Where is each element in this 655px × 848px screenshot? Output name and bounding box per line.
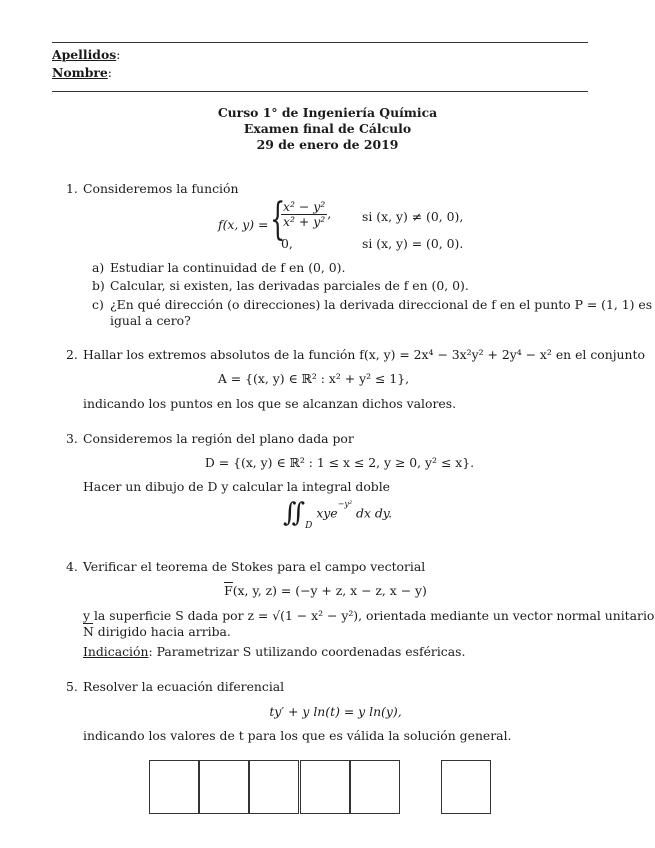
apellidos-field[interactable]: Apellidos: [52, 47, 121, 62]
top-rule [52, 42, 588, 43]
problem-1-intro: Consideremos la función [83, 181, 239, 196]
case-2-value: 0, [281, 236, 293, 251]
problem-4-intro: Verificar el teorema de Stokes para el campo vectorial [83, 559, 426, 574]
problem-4-hint: Indicación: Parametrizar S utilizando coordenadas esféricas. [83, 644, 466, 659]
part-b-label: b) [92, 278, 105, 293]
case-2-condition: si (x, y) = (0, 0). [362, 236, 464, 251]
part-c-label: c) [92, 297, 104, 312]
problem-3-after: Hacer un dibujo de D y calcular la integral doble [83, 479, 391, 494]
problem-4-line2: N dirigido hacia arriba. [83, 624, 231, 639]
problem-4-field: F(x, y, z) = (−y + z, x − z, x − y) [224, 583, 427, 598]
problem-1-number: 1. [66, 181, 78, 196]
part-b-text: Calcular, si existen, las derivadas parciales de f en (0, 0). [110, 278, 469, 293]
grade-box-2[interactable] [199, 760, 249, 814]
problem-3-intro: Consideremos la región del plano dada por [83, 431, 354, 446]
exam-title: Examen final de Cálculo [243, 121, 412, 136]
problem-1-fdef: f(x, y) = [218, 217, 269, 232]
nombre-label: Nombre [52, 65, 108, 80]
problem-2-after: indicando los puntos en los que se alcanzan dichos valores. [83, 396, 457, 411]
problem-2-number: 2. [66, 347, 78, 362]
grade-box-3[interactable] [249, 760, 299, 814]
apellidos-label: Apellidos [52, 47, 117, 62]
integral-sign: ∬ [283, 498, 306, 528]
double-integral: $∬_D$ xye$^{-y^2}$ dx dy. [283, 498, 393, 531]
case-1-condition: si (x, y) ≠ (0, 0), [362, 209, 464, 224]
grade-box-1[interactable] [149, 760, 199, 814]
problem-2-set: A = {(x, y) ∈ ℝ² : x² + y² ≤ 1}, [217, 371, 410, 386]
problem-2-intro: Hallar los extremos absolutos de la función f(x, y) = 2x⁴ − 3x²y² + 2y⁴ − x² en el conjunto [83, 347, 645, 362]
problem-5-after: indicando los valores de t para los que es válida la solución general. [83, 728, 512, 743]
part-c-text: ¿En qué dirección (o direcciones) la derivada direccional de f en el punto P = (1, 1) es [110, 297, 653, 312]
case-1-fraction: $\frac{\text{x² − y²}}{\text{x² + y²}}$ , [283, 199, 332, 229]
grade-box-5[interactable] [350, 760, 400, 814]
part-c-text-2: igual a cero? [110, 313, 191, 328]
header-bottom-rule [52, 91, 588, 92]
problem-5-equation: ty′ + y ln(t) = y ln(y), [269, 704, 402, 719]
course-title: Curso 1° de Ingeniería Química [217, 105, 438, 120]
problem-5-number: 5. [66, 679, 78, 694]
grade-box-total[interactable] [441, 760, 491, 814]
exam-date: 29 de enero de 2019 [256, 137, 399, 152]
problem-3-number: 3. [66, 431, 78, 446]
problem-3-set: D = {(x, y) ∈ ℝ² : 1 ≤ x ≤ 2, y ≥ 0, y² ≤ x}. [204, 455, 475, 470]
part-a-text: Estudiar la continuidad de f en (0, 0). [110, 260, 346, 275]
problem-4-line1: y la superficie S dada por z = √(1 − x² − y²), orientada mediante un vector normal unitario [83, 608, 655, 623]
nombre-field[interactable]: Nombre: [52, 65, 112, 80]
grade-box-4[interactable] [300, 760, 350, 814]
part-a-label: a) [92, 260, 105, 275]
problem-5-intro: Resolver la ecuación diferencial [83, 679, 285, 694]
problem-4-number: 4. [66, 559, 78, 574]
piecewise-brace: { [270, 194, 286, 245]
